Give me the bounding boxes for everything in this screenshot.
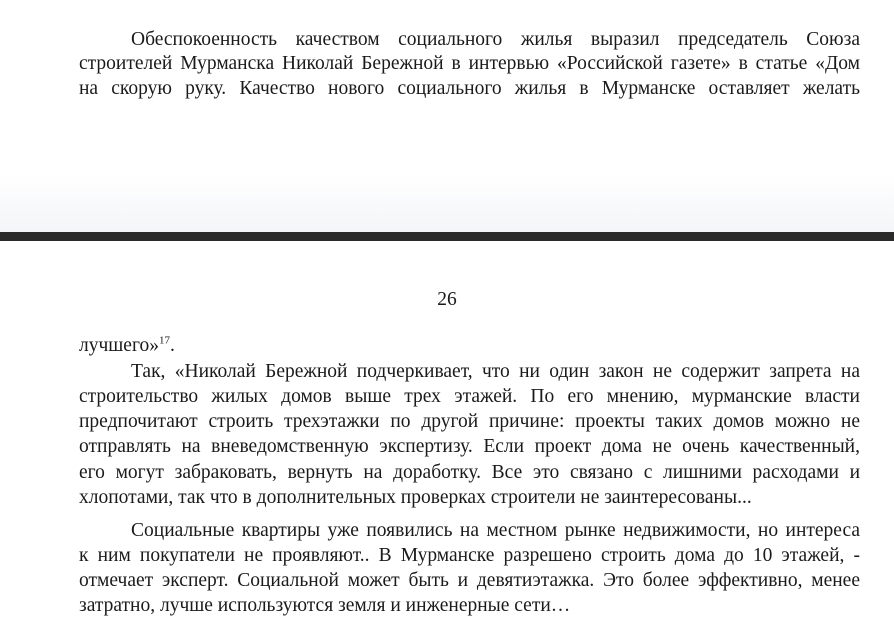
prev-page-line-2: строителей Мурманска Николай Бережной в интервью «Российской газете» в статье «Дом [79, 53, 860, 74]
paragraph-2-line-1: Социальные квартиры уже появились на местном рынке недвижимости, но интереса [131, 520, 860, 541]
paragraph-1-line-2: строительство жилых домов выше трех этажей. По его мнению, мурманские власти [79, 386, 860, 407]
paragraph-2-line-2: к ним покупатели не проявляют.. В Мурманске разрешено строить дома до 10 этажей, - [79, 545, 860, 566]
paragraph-1-line-5: его могут забраковать, вернуть на доработку. Все это связано с лишними расходами и [79, 462, 860, 483]
paragraph-1-line-1: Так, «Николай Бережной подчеркивает, что ни один закон не содержит запрета на [131, 361, 860, 382]
page-break-divider [0, 232, 894, 241]
prev-page-line-3: на скорую руку. Качество нового социального жилья в Мурманске оставляет желать [79, 78, 860, 99]
continuation-line [79, 334, 860, 358]
page-number: 26 [437, 289, 457, 310]
continuation-end: . [169, 335, 175, 356]
paragraph-1-line-6: хлопотами, так что в дополнительных проверках строители не заинтересованы... [79, 487, 752, 508]
prev-page-line-1: Обеспокоенность качеством социального жилья выразил председатель Союза [131, 29, 860, 50]
paragraph-2-line-4: затратно, лучше используются земля и инженерные сети… [79, 595, 571, 616]
paragraph-1-line-3: предпочитают строить трехэтажки по другой причине: проекты таких домов можно не [79, 411, 860, 432]
paragraph-2-line-3: отмечает эксперт. Социальной может быть и девятиэтажка. Это более эффективно, менее [79, 570, 860, 591]
footnote-reference[interactable]: 17 [158, 334, 170, 347]
paragraph-1-line-4: отправлять на вневедомственную экспертизу. Если проект дома не очень качественный, [79, 436, 860, 457]
continuation-text: лучшего» [79, 335, 159, 356]
scan-shading [0, 175, 894, 232]
